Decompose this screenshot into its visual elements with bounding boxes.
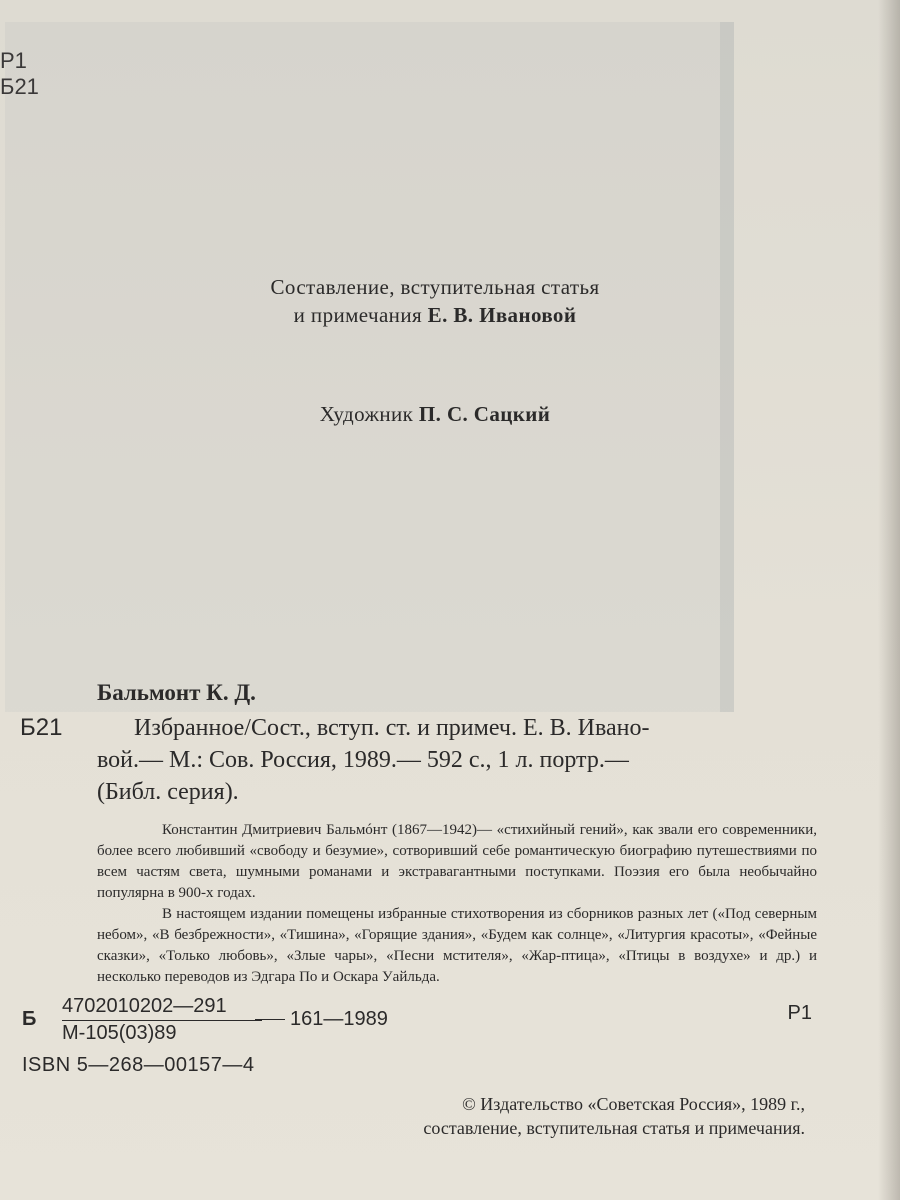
credits-artist-line xyxy=(0,402,870,427)
index-tail: 161—1989 xyxy=(290,1008,388,1030)
credits-notes-prefix: и примечания xyxy=(293,303,428,327)
catalog-desc-line-3: (Библ. серия). xyxy=(97,779,239,805)
annotation xyxy=(97,820,817,988)
annotation-paragraph-1: Константин Дмитриевич Бальмóнт (1867—1942)— «стихийный гений», как звали его современники, более всего любивший «свободу и безумие», сотворивший себе романтическую биографию путешествиями по всем частям света, шумными романами и экстравагантными поступками. Поэзия его была необычайно популярна в 900-х годах. xyxy=(97,822,817,901)
index-numerator: 4702010202—291 xyxy=(62,995,227,1017)
artist-prefix: Художник xyxy=(319,402,419,426)
copyright-line-2: составление, вступительная статья и примечания. xyxy=(423,1118,805,1138)
catalog-author: Бальмонт К. Д. xyxy=(97,680,256,705)
annotation-paragraph-2: В настоящем издании помещены избранные стихотворения из сборников разных лет («Под северным небом», «В безбрежности», «Тишина», «Горящие здания», «Будем как солнце», «Литургия красоты», «Фейные сказки», «Только любовь», «Злые чары», «Песни мстителя», «Жар-птица», «Птицы в воздухе» и др.) и несколько переводов из Эдгара По и Оскара Уайльда. xyxy=(97,906,817,985)
top-margin-code-2: Б21 xyxy=(0,74,39,99)
spine-shadow xyxy=(878,0,900,1200)
credits-compilation-line: Составление, вступительная статья xyxy=(270,275,600,299)
index-denominator: М-105(03)89 xyxy=(62,1022,177,1044)
top-margin-code-1: Р1 xyxy=(0,48,27,73)
catalog-desc-line-2: вой.— М.: Сов. Россия, 1989.— 592 с., 1 л. портр.— xyxy=(97,747,629,773)
artist-name: П. С. Сацкий xyxy=(418,402,551,426)
index-letter: Б xyxy=(22,1008,37,1030)
catalog-desc-line-1: Избранное/Сост., вступ. ст. и примеч. Е. В. Ивано- xyxy=(134,715,650,741)
isbn: ISBN 5—268—00157—4 xyxy=(22,1054,255,1076)
fraction-line xyxy=(62,1020,262,1021)
index-dash-line xyxy=(255,1019,285,1020)
credits-compiler-name: Е. В. Ивановой xyxy=(427,303,577,327)
credits-notes-line xyxy=(0,303,870,328)
index-class-code: Р1 xyxy=(787,1002,812,1024)
catalog-code: Б21 xyxy=(20,714,63,741)
catalog-description xyxy=(97,712,817,808)
show-through-frame xyxy=(5,22,734,712)
copyright-line-1: © Издательство «Советская Россия», 1989 г., xyxy=(462,1094,805,1114)
